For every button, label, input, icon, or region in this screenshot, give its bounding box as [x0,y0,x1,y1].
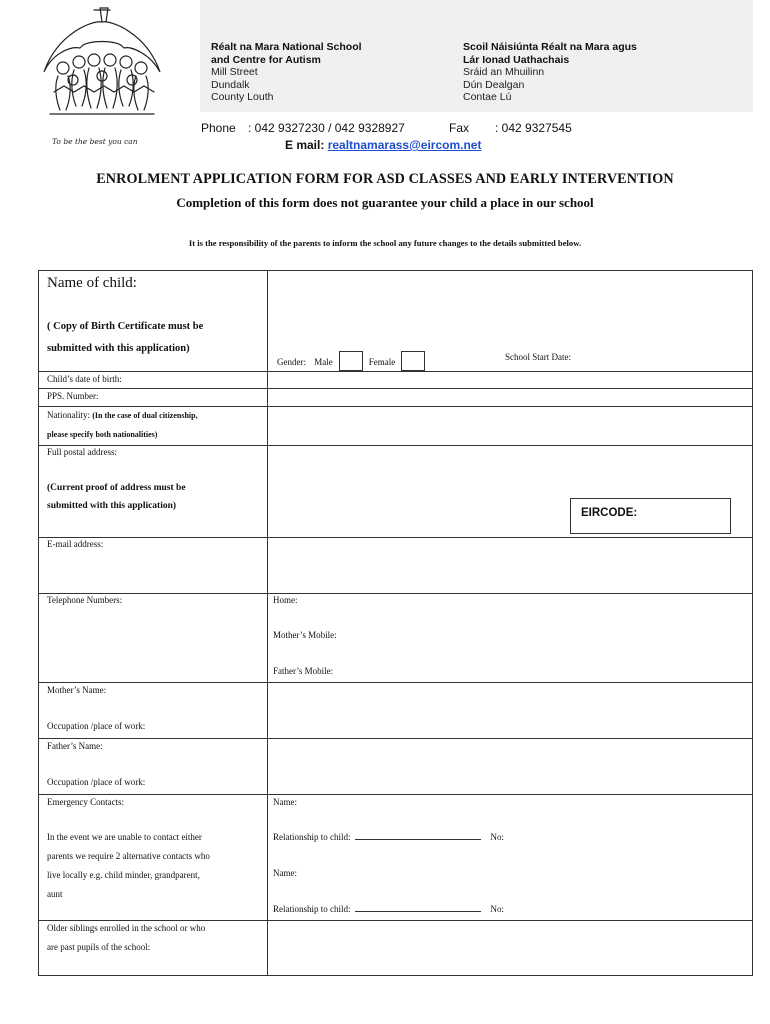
contact1-name-label: Name: [273,797,297,807]
parent-notice: It is the responsibility of the parents to inform the school any future changes to the details submitted below. [188,238,582,248]
emergency-note: parents we require 2 alternative contacts who [47,851,210,861]
contact1-relationship-row [273,831,504,844]
relationship-blank[interactable] [355,831,481,840]
father-occupation-label: Occupation /place of work: [47,777,146,787]
male-checkbox[interactable] [339,351,363,371]
address-ga-line: Sráid an Mhuilinn [463,66,545,79]
row-divider [39,406,752,407]
female-label: Female [368,357,396,367]
phone-value: : 042 9327230 / 042 9328927 [248,121,405,135]
nationality-label [47,409,198,422]
emergency-note: In the event we are unable to contact either [47,832,202,842]
row-divider [39,593,752,594]
fax-label: Fax [449,121,470,135]
row-divider [39,794,752,795]
address-en-line: Réalt na Mara National School [211,41,362,53]
nationality-text: Nationality: [47,410,90,420]
relationship-blank[interactable] [355,903,481,912]
relationship-label: Relationship to child: [273,904,351,914]
phone-number-label: No: [490,832,504,842]
row-divider [39,388,752,389]
emergency-note: live locally e.g. child minder, grandparent, [47,870,200,880]
contact2-name-label: Name: [273,868,297,878]
school-start-date-label: School Start Date: [505,352,571,362]
phone-label: Phone [201,121,236,135]
siblings-label: are past pupils of the school: [47,942,151,952]
fax-value: : 042 9327545 [495,121,572,135]
home-phone-label: Home: [273,595,298,605]
nationality-note: please specify both nationalities) [47,430,158,439]
enrolment-form-table [38,270,753,976]
mother-name-label: Mother’s Name: [47,685,107,695]
dob-label: Child’s date of birth: [47,374,122,384]
relationship-label: Relationship to child: [273,832,351,842]
school-address-irish [463,41,637,104]
row-divider [39,738,752,739]
birth-cert-note: ( Copy of Birth Certificate must be [47,321,204,332]
column-divider [267,271,268,976]
gender-row [277,351,431,371]
father-name-label: Father’s Name: [47,741,103,751]
male-label: Male [314,357,333,367]
telephone-label: Telephone Numbers: [47,595,123,605]
female-checkbox[interactable] [401,351,425,371]
row-divider [39,682,752,683]
phone-fax-row [201,121,761,136]
emergency-note: aunt [47,889,63,899]
school-logo [36,2,166,130]
birth-cert-note: submitted with this application) [47,343,190,354]
school-address-english [211,41,362,104]
row-divider [39,920,752,921]
form-subtitle: Completion of this form does not guarantee your child a place in our school [176,195,594,210]
address-ga-line: Lár Ionad Uathachais [463,53,570,66]
pps-label: PPS. Number: [47,391,99,401]
gender-label: Gender: [277,357,306,367]
mother-occupation-label: Occupation /place of work: [47,721,146,731]
email-label: E mail: [285,138,325,152]
address-proof-note: submitted with this application) [47,501,177,511]
father-mobile-label: Father’s Mobile: [273,666,334,676]
siblings-label: Older siblings enrolled in the school or who [47,923,206,933]
address-en-line: Dundalk [211,78,250,91]
address-ga-line: Scoil Náisiúnta Réalt na Mara agus [463,41,637,53]
postal-address-label: Full postal address: [47,447,117,457]
address-en-line: County Louth [211,91,274,104]
child-name-label: Name of child: [47,275,137,291]
address-ga-line: Dún Dealgan [463,78,525,91]
nationality-note: (In the case of dual citizenship, [92,411,198,420]
row-divider [39,371,752,372]
school-tagline: To be the best you can [52,137,138,146]
mother-mobile-label: Mother’s Mobile: [273,630,337,640]
email-address-label: E-mail address: [47,539,104,549]
phone-number-label: No: [490,904,504,914]
email-link[interactable]: realtnamarass@eircom.net [327,138,482,152]
address-en-line: and Centre for Autism [211,53,321,66]
email-row [285,138,481,152]
address-en-line: Mill Street [211,66,258,79]
address-ga-line: Contae Lú [463,91,512,104]
eircode-box[interactable]: EIRCODE: [570,498,731,534]
address-proof-note: (Current proof of address must be [47,483,186,493]
row-divider [39,445,752,446]
emergency-contacts-label: Emergency Contacts: [47,797,125,807]
form-title: ENROLMENT APPLICATION FORM FOR ASD CLASSES AND EARLY INTERVENTION [96,171,674,187]
row-divider [39,537,752,538]
contact2-relationship-row [273,903,504,916]
